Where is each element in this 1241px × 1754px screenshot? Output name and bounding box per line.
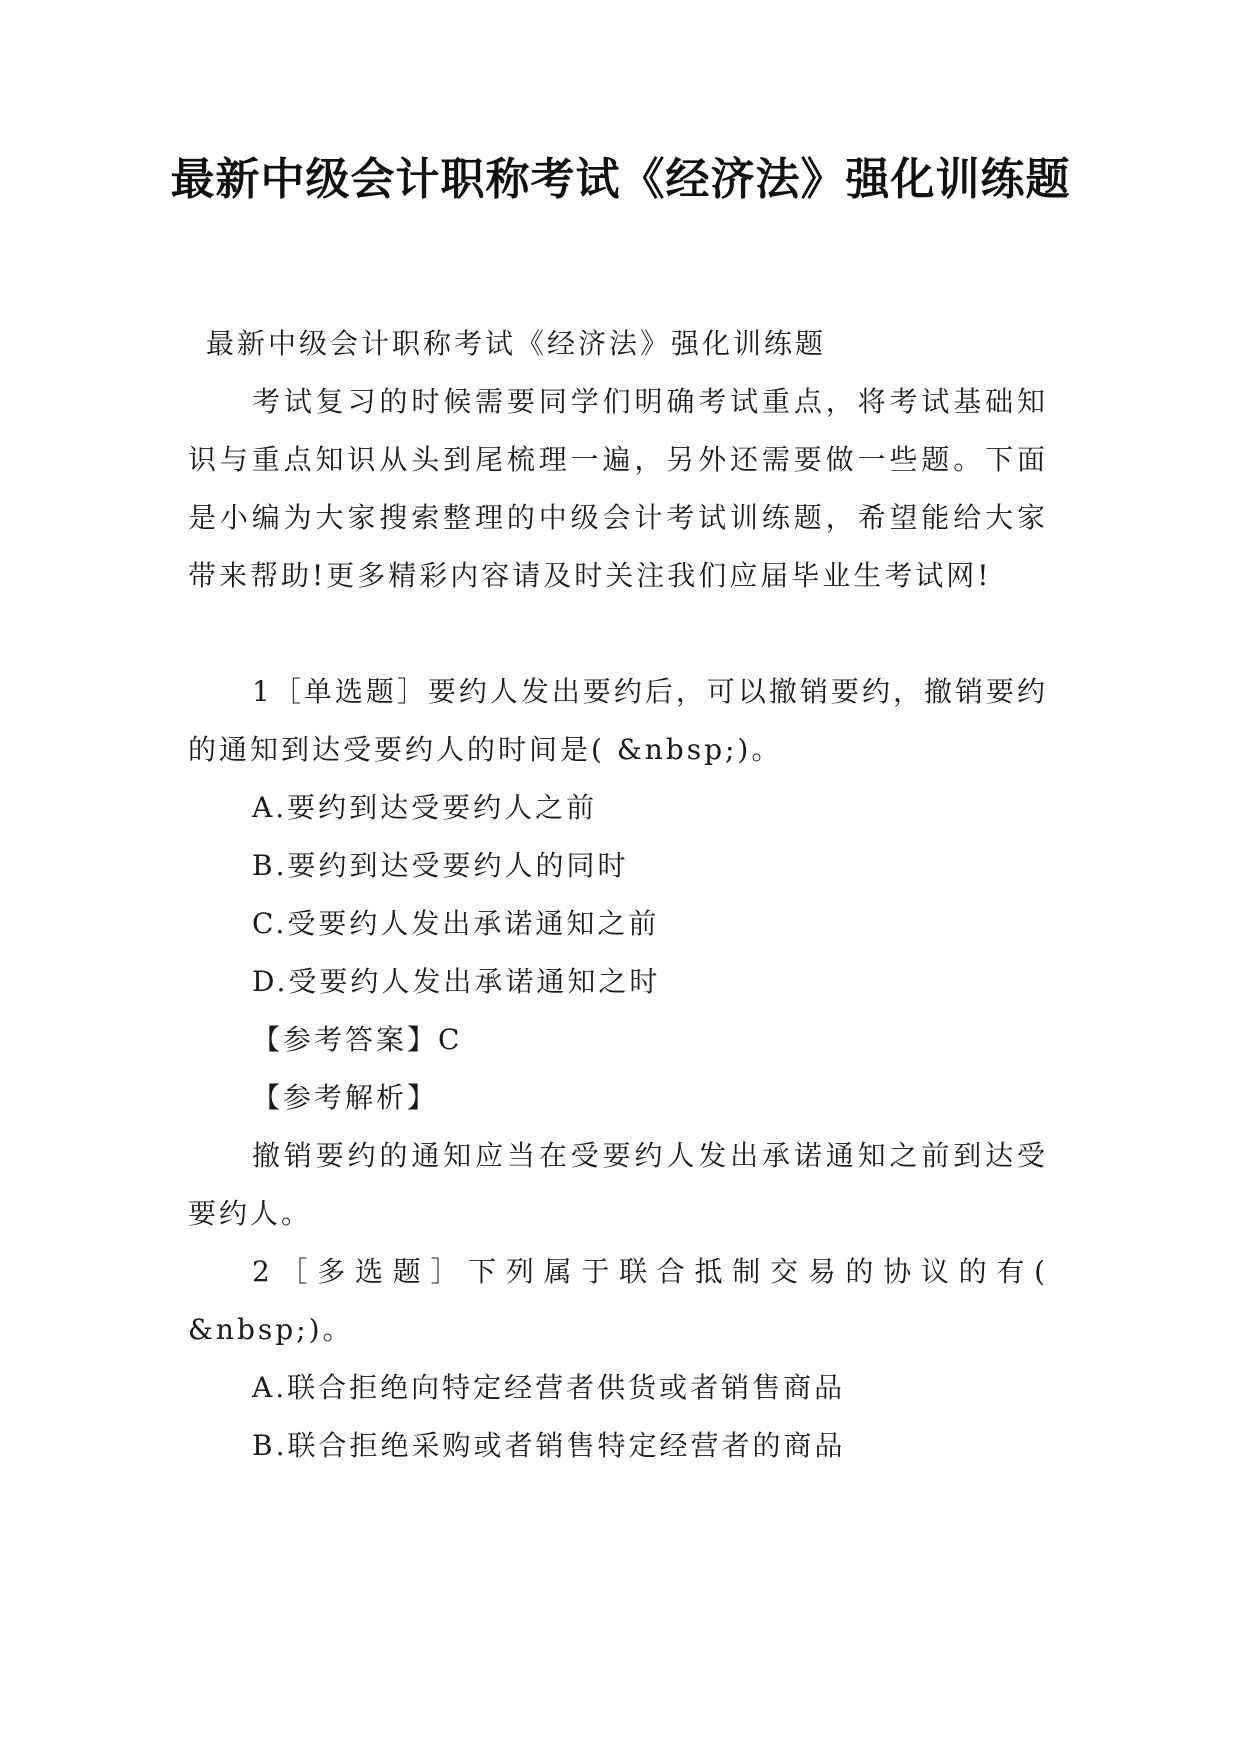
document-body	[188, 315, 1048, 1475]
document-title: 最新中级会计职称考试《经济法》强化训练题	[170, 154, 1071, 205]
option-a: A.要约到达受要约人之前	[252, 791, 598, 824]
question-stem: 1［单选题］要约人发出要约后，可以撤销要约，撤销要约的通知到达受要约人的时间是( &nbsp;)。	[188, 675, 1048, 766]
paragraph-gap	[188, 605, 1048, 663]
option-b: B.要约到达受要约人的同时	[252, 849, 629, 882]
analysis-label: 【参考解析】	[252, 1081, 439, 1114]
option-a: A.联合拒绝向特定经营者供货或者销售商品	[252, 1371, 846, 1404]
option-d: D.受要约人发出承诺通知之时	[252, 965, 661, 998]
question-stem: 2［多选题］下列属于联合抵制交易的协议的有( &nbsp;)。	[188, 1255, 1048, 1346]
option-b: B.联合拒绝采购或者销售特定经营者的商品	[252, 1429, 846, 1462]
option-c: C.受要约人发出承诺通知之前	[252, 907, 660, 940]
question-1	[188, 663, 1048, 1243]
answer-line: 【参考答案】C	[252, 1023, 463, 1056]
question-2	[188, 1243, 1048, 1475]
document-subtitle: 最新中级会计职称考试《经济法》强化训练题	[206, 327, 827, 360]
analysis-text: 撤销要约的通知应当在受要约人发出承诺通知之前到达受要约人。	[188, 1139, 1048, 1230]
intro-paragraph: 考试复习的时候需要同学们明确考试重点，将考试基础知识与重点知识从头到尾梳理一遍，另外还需要做一些题。下面是小编为大家搜索整理的中级会计考试训练题，希望能给大家带来帮助!更多精彩内容请及时关注我们应届毕业生考试网!	[188, 385, 1048, 592]
